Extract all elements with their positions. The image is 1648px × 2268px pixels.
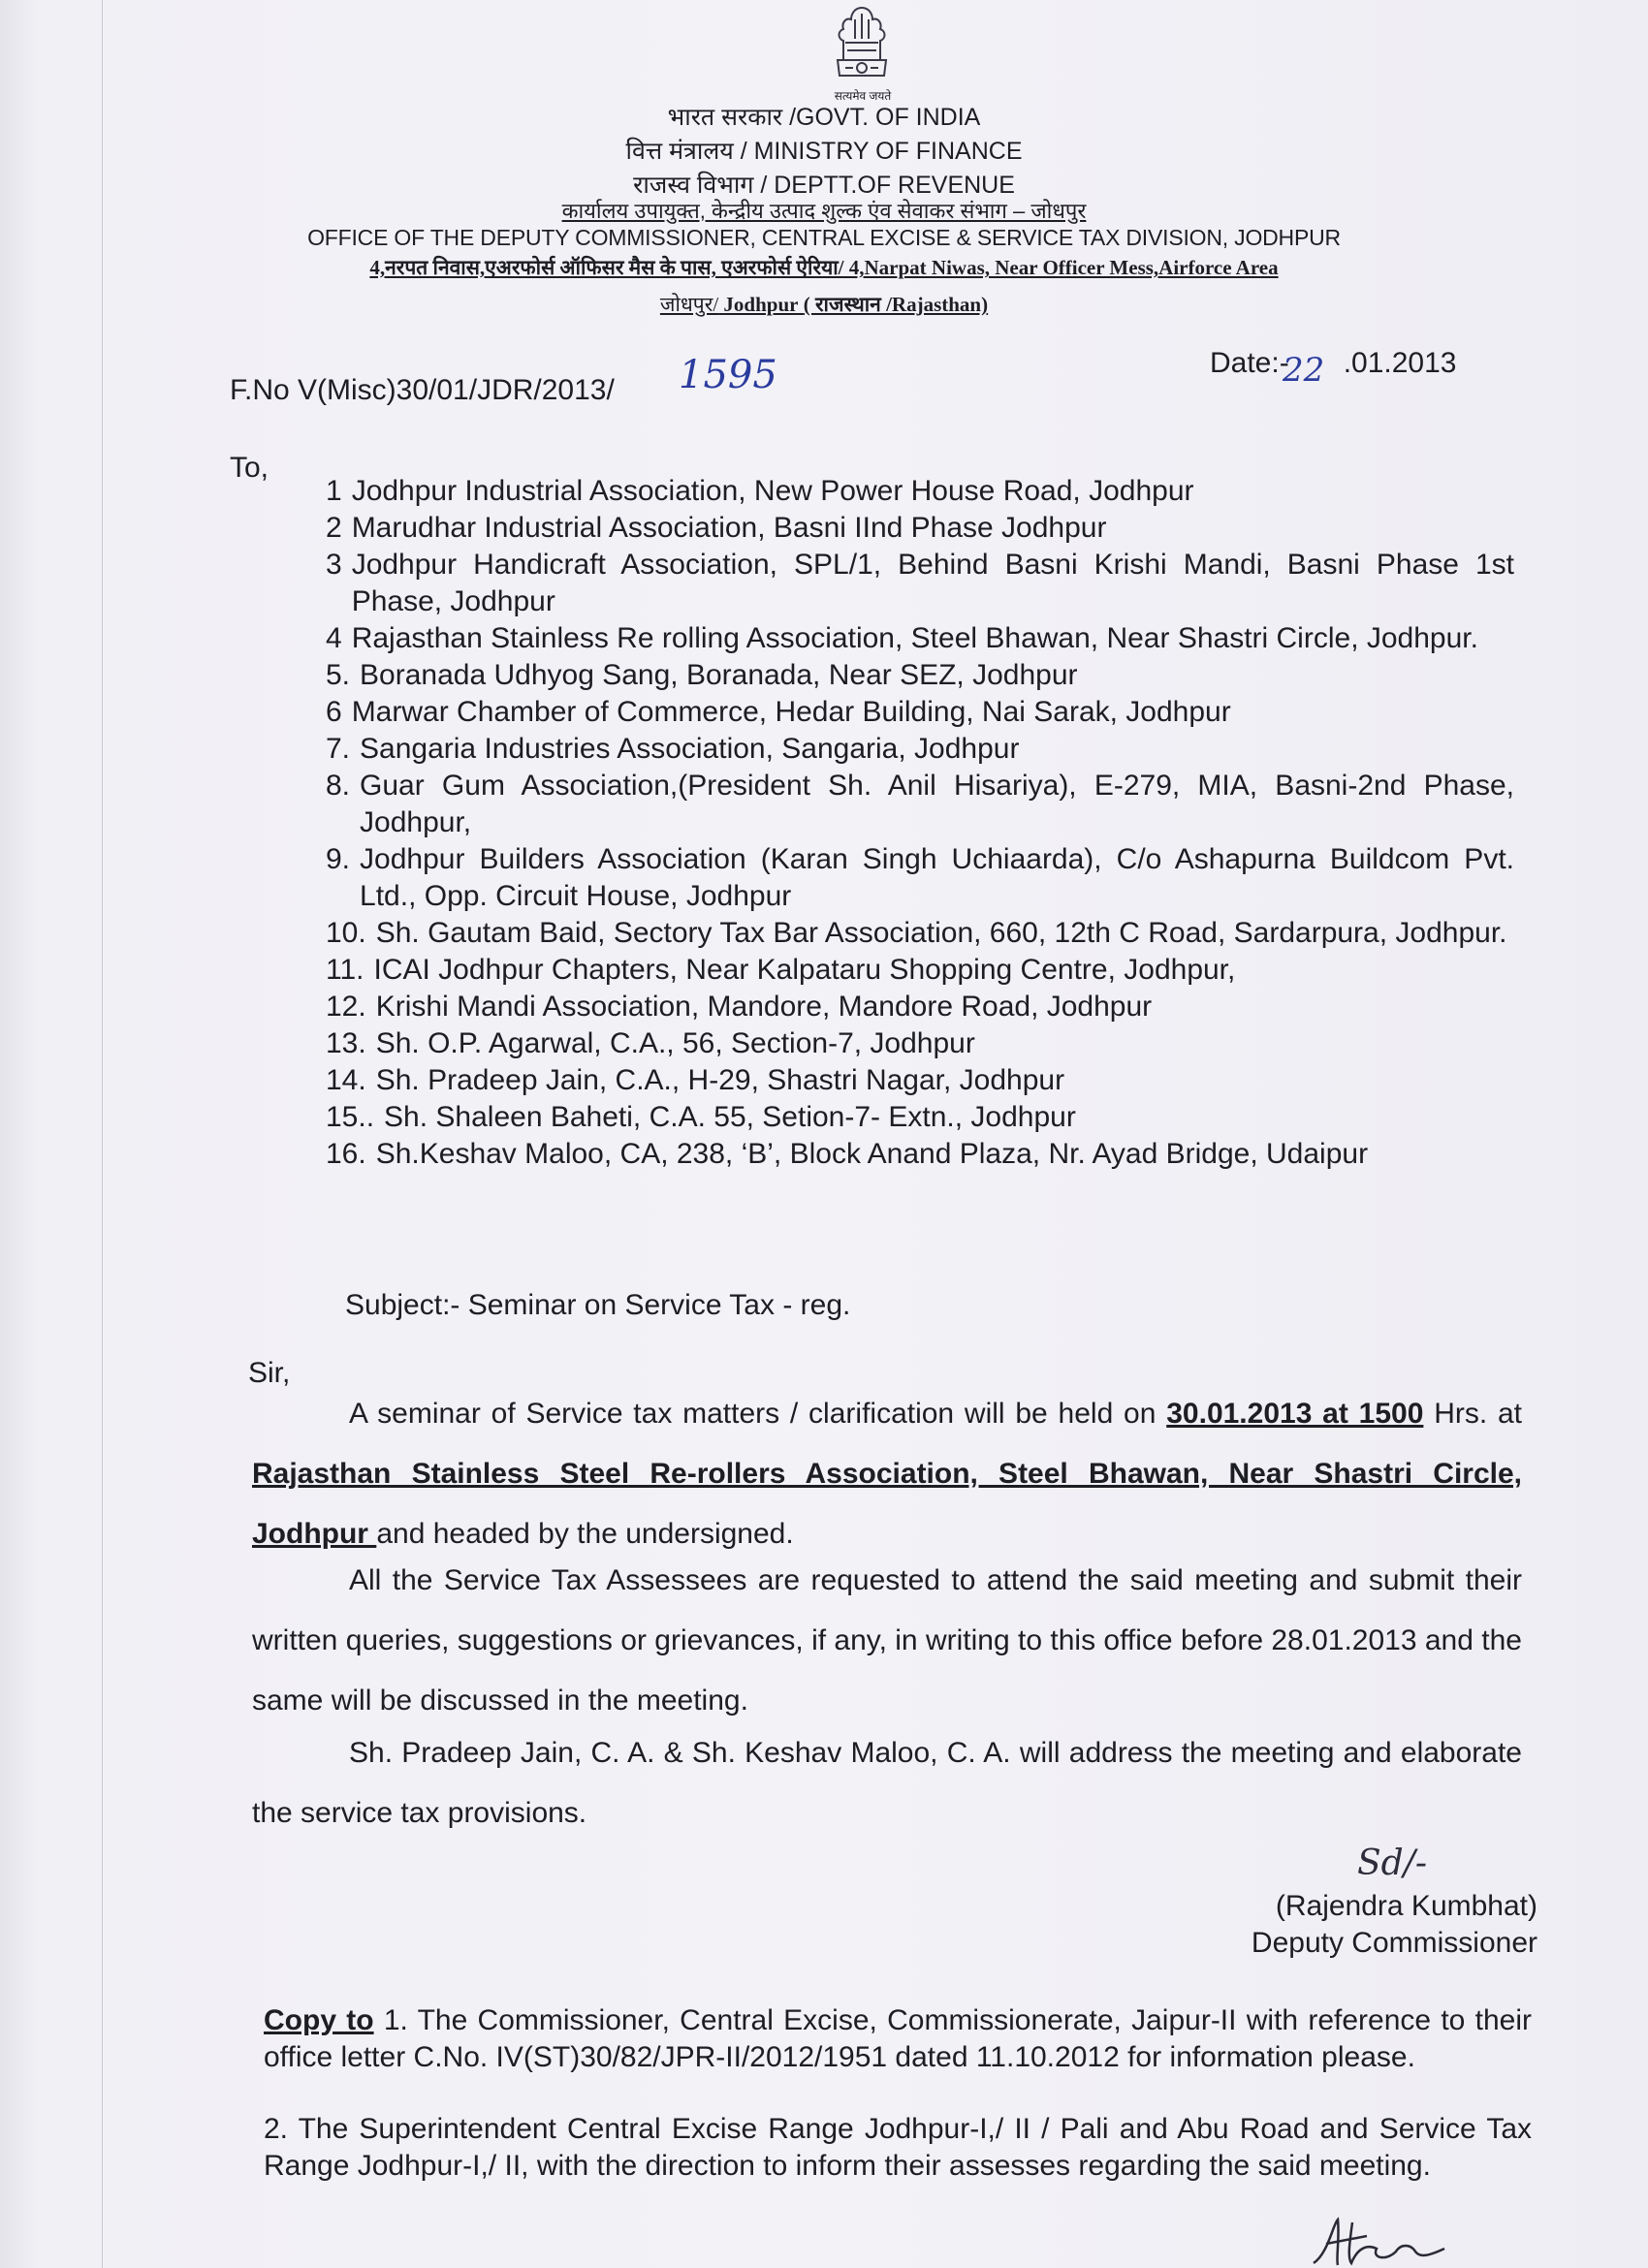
list-item: 11. ICAI Jodhpur Chapters, Near Kalpataru Shopping Centre, Jodhpur, [326, 954, 1236, 986]
list-item: 8. Guar Gum Association,(President Sh. Anil Hisariya), E-279, MIA, Basni-2nd Phase, Jodhpur, [326, 770, 1514, 838]
list-item: 10. Sh. Gautam Baid, Sectory Tax Bar Association, 660, 12th C Road, Sardarpura, Jodhpur. [326, 917, 1507, 949]
paragraph-seminar: A seminar of Service tax matters / clarification will be held on 30.01.2013 at 1500 Hrs. at Rajasthan Stainless Steel Re-rollers Association, Steel Bhawan, Near Shastri Circle, Jodhpur and headed by the undersigned. [252, 1398, 1522, 1550]
list-item: 15.. Sh. Shaleen Baheti, C.A. 55, Setion-7- Extn., Jodhpur [326, 1101, 1076, 1133]
list-item: 6 Marwar Chamber of Commerce, Hedar Building, Nai Sarak, Jodhpur [326, 696, 1231, 728]
list-item: 13. Sh. O.P. Agarwal, C.A., 56, Section-7, Jodhpur [326, 1027, 975, 1059]
copy-to-item-1: Copy to 1. The Commissioner, Central Excise, Commissionerate, Jaipur-II with reference to their office letter C.No. IV(ST)30/82/JPR-II/2012/1951 dated 11.10.2012 for information please. [264, 2004, 1532, 2073]
list-item: 7. Sangaria Industries Association, Sangaria, Jodhpur [326, 733, 1020, 765]
list-item: 14. Sh. Pradeep Jain, C.A., H-29, Shastri Nagar, Jodhpur [326, 1064, 1065, 1096]
list-item: 12. Krishi Mandi Association, Mandore, Mandore Road, Jodhpur [326, 991, 1153, 1023]
seminar-datetime: 30.01.2013 at 1500 [1166, 1398, 1424, 1430]
list-item: 9. Jodhpur Builders Association (Karan Singh Uchiaarda), C/o Ashapurna Buildcom Pvt. Ltd., Opp. Circuit House, Jodhpur [326, 843, 1514, 912]
signatory-designation: Deputy Commissioner [1251, 1927, 1537, 1959]
copy-to-item-2: 2. The Superintendent Central Excise Range Jodhpur-I,/ II / Pali and Abu Road and Service Tax Range Jodhpur-I,/ II, with the direction to inform their assesses regarding the said meeting. [264, 2113, 1532, 2182]
list-item: 2 Marudhar Industrial Association, Basni IInd Phase Jodhpur [326, 512, 1107, 544]
header-office-hindi: कार्यालय उपायुक्त, केन्द्रीय उत्पाद शुल्क एंव सेवाकर संभाग – जोधपुर [561, 199, 1087, 223]
header-city: Jodhpur [723, 293, 799, 316]
subject-line: Subject:- Seminar on Service Tax - reg. [345, 1289, 851, 1321]
date-handwritten: 22 [1283, 351, 1325, 390]
page-edge-line [102, 0, 103, 2268]
date-label: Date:- [1210, 347, 1289, 379]
header-department: राजस्व विभाग / DEPTT.OF REVENUE [633, 172, 1015, 199]
copy-to-label: Copy to [264, 2004, 374, 2036]
paragraph-request: All the Service Tax Assessees are requested to attend the said meeting and submit their written queries, suggestions or grievances, if any, in writing to this office before 28.01.2013 and the same will be discussed in the meeting. [252, 1564, 1522, 1717]
list-item: 5. Boranada Udhyog Sang, Boranada, Near SEZ, Jodhpur [326, 659, 1078, 691]
to-label: To, [230, 452, 269, 484]
header-state: ( राजस्थान /Rajasthan) [803, 293, 989, 316]
date-rest: .01.2013 [1343, 347, 1457, 379]
emblem-motto: सत्यमेव जयते [834, 89, 892, 103]
header-office-english: OFFICE OF THE DEPUTY COMMISSIONER, CENTRAL EXCISE & SERVICE TAX DIVISION, JODHPUR [307, 225, 1341, 250]
handwritten-signature-icon [1309, 2215, 1454, 2268]
list-item: 16. Sh.Keshav Maloo, CA, 238, ‘B’, Block Anand Plaza, Nr. Ayad Bridge, Udaipur [326, 1138, 1369, 1170]
seminar-venue: Rajasthan Stainless Steel Re-rollers Association, Steel Bhawan, Near Shastri Circle, Jodhpur [252, 1458, 1522, 1550]
header-address-line1: 4,नरपत निवास,एअरफोर्स ऑफिसर मैस के पास, एअरफोर्स ऐरिया/ 4,Narpat Niwas, Near Officer Mess,Airforce Area [369, 256, 1279, 279]
signatory-name: (Rajendra Kumbhat) [1275, 1890, 1537, 1922]
header-govt: भारत सरकार /GOVT. OF INDIA [667, 104, 981, 131]
header-address-line2 [0, 293, 1648, 317]
salutation: Sir, [248, 1357, 291, 1389]
list-item: 4 Rajasthan Stainless Re rolling Association, Steel Bhawan, Near Shastri Circle, Jodhpur. [326, 622, 1478, 654]
file-number: F.No V(Misc)30/01/JDR/2013/ [230, 374, 615, 406]
signature-mark: Sd/- [1357, 1843, 1427, 1883]
header-ministry: वित्त मंत्रालय / MINISTRY OF FINANCE [625, 138, 1023, 165]
paragraph-speakers: Sh. Pradeep Jain, C. A. & Sh. Keshav Maloo, C. A. will address the meeting and elaborate the service tax provisions. [252, 1737, 1522, 1829]
header-city-hindi: जोधपुर/ [659, 293, 719, 316]
list-item: 3 Jodhpur Handicraft Association, SPL/1, Behind Basni Krishi Mandi, Basni Phase 1st Phase, Jodhpur [326, 549, 1514, 617]
date-line [1210, 347, 1456, 380]
list-item: 1 Jodhpur Industrial Association, New Power House Road, Jodhpur [326, 475, 1194, 507]
file-number-handwritten: 1595 [679, 353, 777, 397]
ashoka-emblem-icon [816, 0, 908, 97]
addressee-list [326, 473, 1514, 1173]
